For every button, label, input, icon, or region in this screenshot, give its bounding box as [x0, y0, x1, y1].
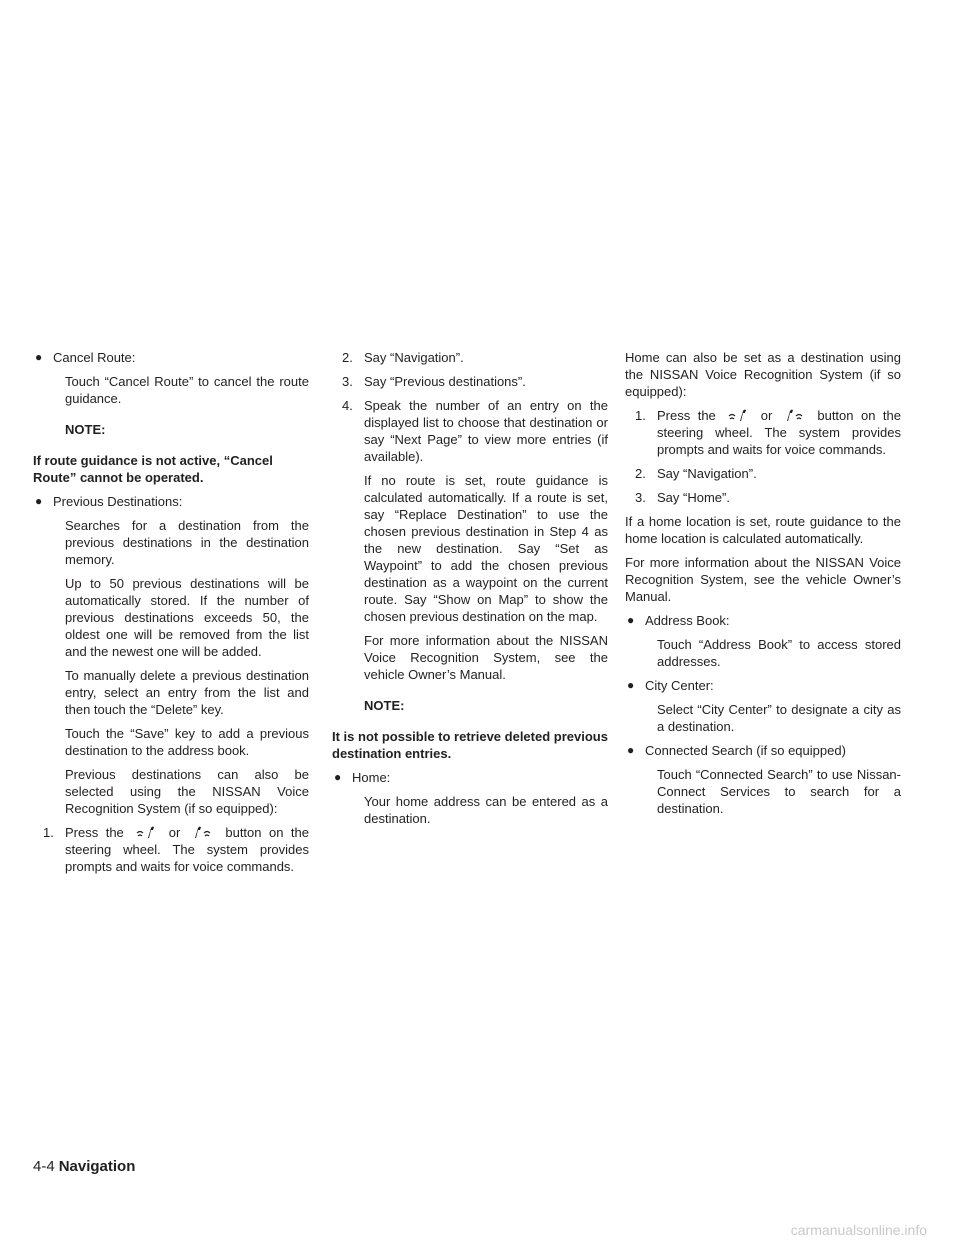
step-2 [332, 349, 608, 366]
bullet-home [332, 769, 608, 786]
previous-p1: Searches for a destination from the previous destinations in the destination memory. [65, 518, 309, 567]
step-text: Say “Navigation”. [364, 350, 464, 365]
phone-button-icon [192, 824, 214, 840]
phone-button-icon [784, 407, 806, 423]
home-text: Your home address can be entered as a destination. [364, 794, 608, 826]
note-label: NOTE: [364, 698, 405, 713]
more-info-text: For more information about the NISSAN Voice Recognition System, see the vehicle Owner’s Manual. [625, 555, 901, 604]
step-number: 1. [635, 408, 646, 423]
step-1 [625, 407, 901, 458]
home-voice-intro: Home can also be set as a destination using the NISSAN Voice Recognition System (if so equipped): [625, 350, 901, 399]
step-text: Press the [657, 408, 716, 423]
cancel-route-text: Touch “Cancel Route” to cancel the route guidance. [65, 374, 309, 406]
step-number: 3. [635, 490, 646, 505]
bullet-icon: ● [35, 494, 43, 508]
step-number: 3. [342, 374, 353, 389]
step-2 [625, 465, 901, 482]
bullet-connected-search [625, 742, 901, 759]
step-text: Speak the number of an entry on the displayed list to choose that destination or say “Next Page” to view more entries (if available). [364, 398, 608, 464]
city-center-label: City Center: [645, 678, 714, 693]
step-text: or [760, 408, 773, 423]
step-text: Press the [65, 825, 124, 840]
step-1 [33, 824, 309, 875]
bullet-icon: ● [35, 350, 43, 364]
column-1 [33, 349, 309, 882]
bullet-icon: ● [334, 770, 342, 784]
step-text: button on the steering wheel. The system provides prompts and waits for voice commands. [65, 825, 310, 874]
column-2 [332, 349, 608, 834]
home-set-text: If a home location is set, route guidance to the home location is calculated automatically. [625, 514, 901, 546]
watermark: carmanualsonline.info [790, 1222, 927, 1238]
step-text: Say “Previous destinations”. [364, 374, 526, 389]
step-number: 2. [635, 466, 646, 481]
previous-p2: Up to 50 previous destinations will be automatically stored. If the number of previous destinations exceeds 50, the oldest one will be removed from the list and the newest one will be added. [65, 576, 309, 659]
home-label: Home: [352, 770, 391, 785]
step-number: 4. [342, 398, 353, 413]
note-text: It is not possible to retrieve deleted previous destination entries. [332, 729, 608, 761]
city-center-text: Select “City Center” to designate a city as a destination. [657, 702, 901, 734]
bullet-cancel-route [33, 349, 309, 366]
note-text: If route guidance is not active, “Cancel Route” cannot be operated. [33, 453, 273, 485]
step-text: Say “Navigation”. [657, 466, 757, 481]
bullet-icon: ● [627, 743, 635, 757]
previous-p4: Touch the “Save” key to add a previous destination to the address book. [65, 726, 309, 758]
step-3 [332, 373, 608, 390]
page-footer [33, 1157, 135, 1177]
previous-p5: Previous destinations can also be selected using the NISSAN Voice Recognition System (if so equipped): [65, 767, 309, 816]
step-4-p3: For more information about the NISSAN Voice Recognition System, see the vehicle Owner’s Manual. [364, 633, 608, 682]
bullet-city-center [625, 677, 901, 694]
previous-destinations-label: Previous Destinations: [53, 494, 183, 509]
step-3 [625, 489, 901, 506]
step-4-p2: If no route is set, route guidance is calculated automatically. If a route is set, say “Replace Destination” to use the chosen previous destination in Step 4 as the new destination. Say “Set as Waypoint” to add the chosen previous destination as a waypoint on the current route. Say “Show on Map” to show the chosen previous destination on the map. [364, 473, 608, 624]
note-label: NOTE: [65, 422, 106, 437]
connected-search-label: Connected Search (if so equipped) [645, 743, 846, 758]
cancel-route-label: Cancel Route: [53, 350, 136, 365]
bullet-previous-destinations [33, 493, 309, 510]
step-text: button on the steering wheel. The system provides prompts and waits for voice commands. [657, 408, 902, 457]
step-number: 2. [342, 350, 353, 365]
bullet-icon: ● [627, 678, 635, 692]
step-4 [332, 397, 608, 465]
previous-p3: To manually delete a previous destination entry, select an entry from the list and then touch the “Delete” key. [65, 668, 309, 717]
section-title: Navigation [58, 1158, 136, 1175]
talk-button-icon [135, 824, 157, 840]
column-3 [625, 349, 901, 824]
bullet-icon: ● [627, 613, 635, 627]
step-text: or [168, 825, 181, 840]
address-book-text: Touch “Address Book” to access stored addresses. [657, 637, 901, 669]
talk-button-icon [727, 407, 749, 423]
step-number: 1. [43, 825, 54, 840]
address-book-label: Address Book: [645, 613, 730, 628]
connected-search-text: Touch “Connected Search” to use Nissan-Connect Services to search for a destination. [657, 767, 901, 816]
page-number: 4-4 [33, 1158, 55, 1175]
step-text: Say “Home”. [657, 490, 730, 505]
bullet-address-book [625, 612, 901, 629]
